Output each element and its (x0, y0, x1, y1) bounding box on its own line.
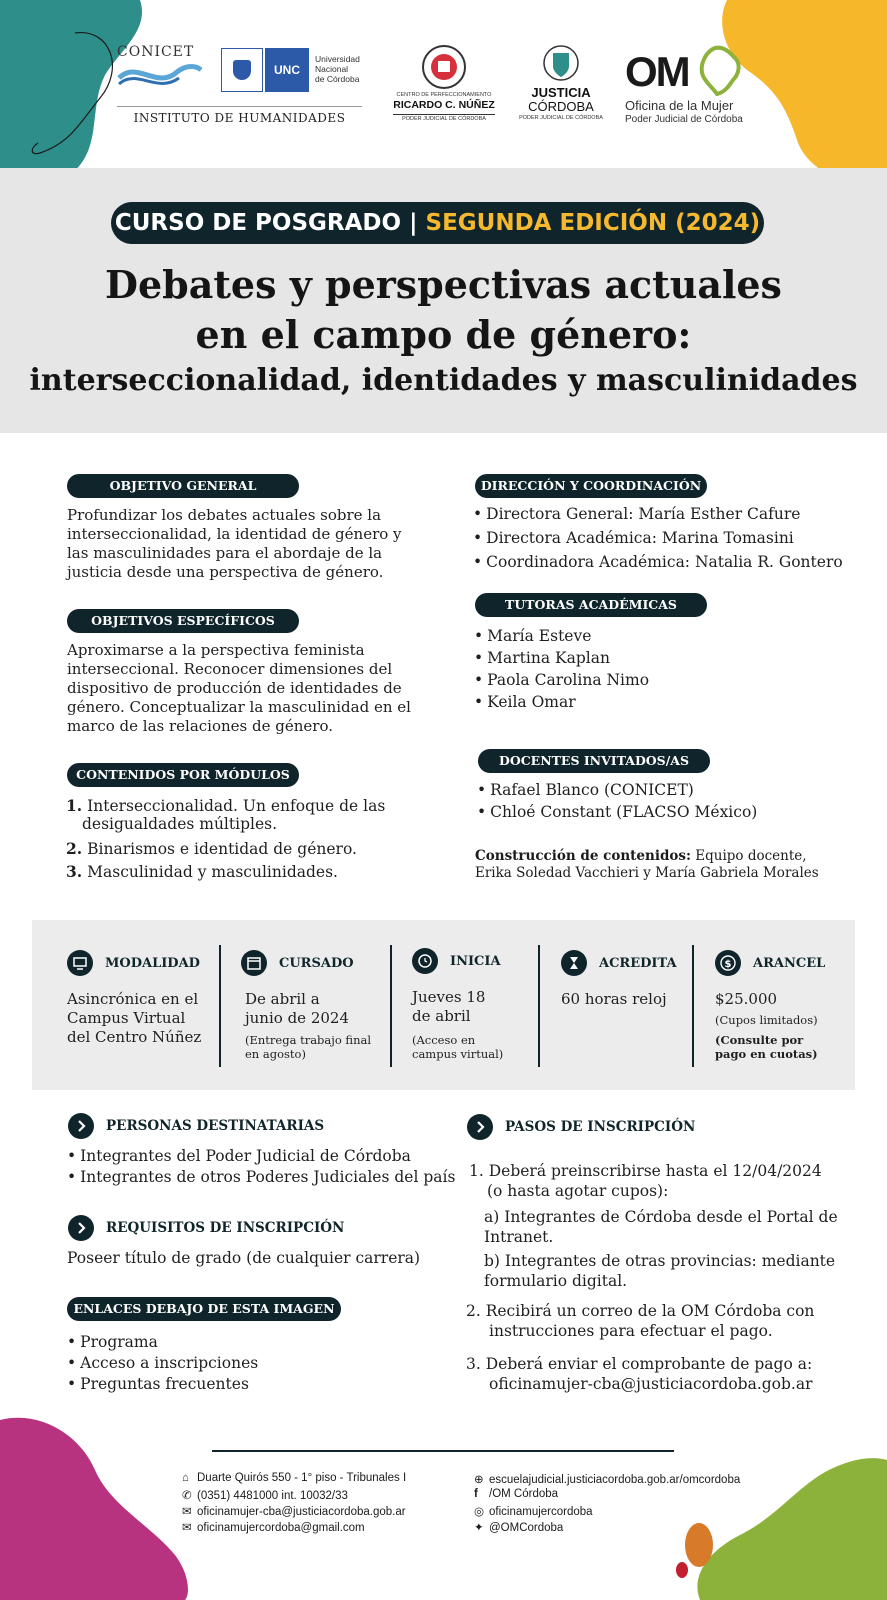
tutoras-heading: TUTORAS ACADÉMICAS (475, 593, 707, 617)
unc-logo (221, 48, 361, 94)
monitor-icon (67, 950, 93, 976)
conicet-logo-text: CONICET (117, 44, 195, 60)
facebook-text: /OM Córdoba (489, 1488, 559, 1500)
om-line2: Poder Judicial de Córdoba (625, 114, 743, 125)
info-line: de abril (412, 1007, 471, 1025)
paso-1-option-a: a) Integrantes de Córdoba desde el Portal de (484, 1208, 838, 1226)
address-text: Duarte Quirós 550 - 1° piso - Tribunales I (197, 1472, 407, 1484)
email-text: oficinamujer-cba@justiciacordoba.gob.ar (197, 1506, 406, 1518)
decorative-line (30, 28, 120, 163)
inicia-note (412, 1033, 532, 1061)
footer-divider (212, 1450, 674, 1452)
module-item (66, 839, 357, 858)
main-title-line1: Debates y perspectivas actuales (105, 262, 782, 307)
module-text: Interseccionalidad. Un enfoque de las (87, 797, 386, 815)
cursado-note (245, 1033, 380, 1061)
globe-icon: ⊕ (474, 1474, 484, 1486)
svg-text:$: $ (724, 959, 732, 970)
conicet-wave-icon (117, 60, 202, 90)
footer-email1[interactable] (182, 1504, 406, 1518)
note-line: (Acceso en (412, 1033, 476, 1047)
footer-web[interactable] (474, 1472, 740, 1486)
requisitos-text: Poseer título de grado (de cualquier carrera) (67, 1249, 421, 1267)
module-text: Binarismos e identidad de género. (87, 840, 357, 858)
acredita-value: 60 horas reloj (561, 990, 667, 1008)
note-line: campus virtual) (412, 1047, 504, 1061)
info-line: Asincrónica en el (67, 990, 199, 1008)
unc-name (315, 54, 360, 84)
inicia-value (412, 988, 532, 1026)
module-item (66, 862, 338, 881)
tutora-item: • Paola Carolina Nimo (474, 671, 649, 689)
module-item-continued: desigualdades múltiples. (82, 815, 278, 833)
chevron-right-icon (68, 1113, 94, 1139)
paso-3: 3. Deberá enviar el comprobante de pago a: (466, 1355, 813, 1373)
justicia-shield-icon (542, 44, 580, 84)
enlaces-heading: ENLACES DEBAJO DE ESTA IMAGEN (67, 1297, 341, 1321)
unc-name-line: Nacional (315, 64, 349, 74)
course-type-label: CURSO DE POSGRADO | (114, 210, 418, 236)
objetivo-general-heading: OBJETIVO GENERAL (67, 474, 299, 498)
link-programa[interactable]: • Programa (67, 1333, 158, 1351)
docentes-heading: DOCENTES INVITADOS/AS (478, 749, 710, 773)
arancel-note: (Cupos limitados) (715, 1013, 818, 1027)
main-title-line2: en el campo de género: (195, 312, 692, 357)
paso-2-continued: instrucciones para efectuar el pago. (489, 1322, 773, 1340)
orange-leaf-shape (674, 1515, 724, 1595)
chevron-right-icon (68, 1215, 94, 1241)
clock-icon (412, 948, 438, 974)
link-inscripciones[interactable]: • Acceso a inscripciones (67, 1354, 258, 1372)
om-map-outline-icon (695, 44, 747, 96)
direccion-item: • Directora General: María Esther Cafure (473, 505, 800, 523)
info-line: De abril a (245, 990, 320, 1008)
paragraph-line: dispositivo de producción de identidades de (67, 679, 402, 697)
info-line: junio de 2024 (245, 1009, 349, 1027)
paso-1-option-b-continued: formulario digital. (484, 1272, 628, 1290)
construccion-contenidos (475, 848, 819, 882)
arancel-note-bold (715, 1033, 845, 1061)
om-line1: Oficina de la Mujer (625, 98, 734, 113)
paragraph-line: Profundizar los debates actuales sobre la (67, 506, 382, 524)
instituto-divider (117, 106, 362, 107)
justicia-sub-label: PODER JUDICIAL DE CÓRDOBA (519, 115, 603, 121)
construccion-text: Equipo docente, (695, 848, 807, 864)
destinataria-item: • Integrantes del Poder Judicial de Córdoba (67, 1147, 411, 1165)
inicia-label: INICIA (450, 954, 501, 969)
paso-1-option-a-continued: Intranet. (484, 1228, 554, 1246)
paragraph-line: las masculinidades para el abordaje de la (67, 544, 383, 562)
instagram-icon: ◎ (474, 1506, 485, 1518)
construccion-text: Erika Soledad Vacchieri y María Gabriela Morales (475, 865, 819, 881)
modalidad-label: MODALIDAD (105, 956, 200, 971)
module-number: 3. (66, 862, 83, 881)
footer-email2[interactable] (182, 1520, 365, 1534)
footer-phone (182, 1488, 348, 1502)
objetivo-general-text (67, 506, 427, 582)
info-line: Jueves 18 (412, 988, 486, 1006)
paso-1-continued: (o hasta agotar cupos): (487, 1182, 669, 1200)
arancel-label: ARANCEL (753, 956, 826, 971)
justicia-cordoba-logo (518, 44, 604, 124)
info-divider (692, 945, 694, 1067)
destinatarias-heading: PERSONAS DESTINATARIAS (106, 1118, 325, 1134)
instagram-text: oficinamujercordoba (489, 1506, 593, 1518)
centro-nunez-logo (389, 44, 499, 124)
acredita-label: ACREDITA (599, 956, 677, 971)
footer-twitter[interactable] (474, 1520, 563, 1534)
info-line: del Centro Núñez (67, 1028, 202, 1046)
unc-crest-icon (233, 60, 251, 80)
note-line: (Consulte por (715, 1033, 804, 1047)
unc-box-label: UNC (265, 48, 309, 92)
twitter-text: @OMCordoba (489, 1522, 564, 1534)
info-line: Campus Virtual (67, 1009, 186, 1027)
note-line: (Entrega trabajo final (245, 1033, 372, 1047)
contenidos-heading: CONTENIDOS POR MÓDULOS (67, 763, 299, 787)
justicia-label: JUSTICIA (531, 85, 591, 100)
edition-label: SEGUNDA EDICIÓN (2024) (425, 210, 761, 236)
construccion-label: Construcción de contenidos: (475, 848, 691, 864)
phone-icon: ✆ (182, 1490, 192, 1502)
web-text: escuelajudicial.justiciacordoba.gob.ar/omcordoba (489, 1474, 741, 1486)
chevron-right-icon (467, 1114, 493, 1140)
pasos-heading: PASOS DE INSCRIPCIÓN (505, 1119, 696, 1135)
arancel-value: $25.000 (715, 990, 778, 1008)
paragraph-line: género. Conceptualizar la masculinidad en el (67, 698, 411, 716)
cursado-label: CURSADO (279, 956, 354, 971)
paragraph-line: interseccional. Reconocer dimensiones del (67, 660, 393, 678)
cordoba-label: CÓRDOBA (528, 99, 594, 114)
tutora-item: • María Esteve (474, 627, 591, 645)
paragraph-line: justicia desde una perspectiva de género. (67, 563, 384, 581)
hourglass-icon (561, 950, 587, 976)
calendar-icon (241, 950, 267, 976)
om-mark: OM (625, 48, 689, 95)
note-line: pago en cuotas) (715, 1047, 818, 1061)
main-subtitle: interseccionalidad, identidades y masculinidades (29, 363, 858, 398)
mail-icon: ✉ (182, 1522, 192, 1534)
centro-nunez-emblem-icon (421, 44, 467, 90)
info-divider (390, 945, 392, 1067)
paso-2: 2. Recibirá un correo de la OM Córdoba con (466, 1302, 815, 1320)
instituto-label: INSTITUTO DE HUMANIDADES (133, 111, 346, 125)
module-item (66, 796, 385, 815)
docente-item: • Chloé Constant (FLACSO México) (477, 803, 757, 821)
centro-small-label: CENTRO DE PERFECCIONAMIENTO (396, 92, 492, 98)
mail-icon: ✉ (182, 1506, 192, 1518)
footer-facebook[interactable] (474, 1488, 558, 1500)
unc-name-line: Universidad (315, 54, 360, 64)
paragraph-line: interseccionalidad, la identidad de género y (67, 525, 402, 543)
note-line: en agosto) (245, 1047, 306, 1061)
email-text: oficinamujercordoba@gmail.com (197, 1522, 365, 1534)
home-icon: ⌂ (182, 1472, 189, 1484)
objetivos-especificos-heading: OBJETIVOS ESPECÍFICOS (67, 609, 299, 633)
phone-text: (0351) 4481000 int. 10032/33 (197, 1490, 348, 1502)
module-number: 2. (66, 839, 83, 858)
conicet-logo (117, 44, 207, 94)
tutora-item: • Martina Kaplan (474, 649, 610, 667)
unc-name-line: de Córdoba (315, 74, 360, 84)
footer-address (182, 1472, 406, 1484)
magenta-corner-blob (0, 1415, 195, 1600)
facebook-icon: f (474, 1488, 478, 1500)
cursado-value (245, 990, 380, 1028)
paso-1-option-b: b) Integrantes de otras provincias: mediante (484, 1252, 836, 1270)
centro-sub-label: PODER JUDICIAL DE CÓRDOBA (402, 116, 486, 122)
footer-instagram[interactable] (474, 1504, 593, 1518)
modalidad-value (67, 990, 212, 1047)
info-divider (538, 945, 540, 1067)
objetivos-especificos-text (67, 641, 427, 736)
twitter-icon: ✦ (474, 1522, 484, 1534)
paso-1: 1. Deberá preinscribirse hasta el 12/04/2024 (469, 1162, 822, 1180)
paragraph-line: Aproximarse a la perspectiva feminista (67, 641, 365, 659)
destinataria-item: • Integrantes de otros Poderes Judiciales del país (67, 1168, 455, 1186)
dollar-icon (715, 950, 741, 976)
tutora-item: • Keila Omar (474, 693, 576, 711)
paragraph-line: marco de las relaciones de género. (67, 717, 333, 735)
centro-name-label: RICARDO C. NÚÑEZ (393, 99, 495, 111)
paso-3-email: oficinamujer-cba@justiciacordoba.gob.ar (489, 1375, 813, 1393)
info-divider (219, 945, 221, 1067)
module-text: Masculinidad y masculinidades. (87, 863, 338, 881)
module-number: 1. (66, 796, 83, 815)
docente-item: • Rafael Blanco (CONICET) (477, 781, 694, 799)
direccion-item: • Directora Académica: Marina Tomasini (473, 529, 794, 547)
om-logo (623, 44, 753, 129)
direccion-heading: DIRECCIÓN Y COORDINACIÓN (475, 474, 707, 498)
requisitos-heading: REQUISITOS DE INSCRIPCIÓN (106, 1220, 345, 1236)
direccion-item: • Coordinadora Académica: Natalia R. Gontero (473, 553, 843, 571)
link-preguntas-frecuentes[interactable]: • Preguntas frecuentes (67, 1375, 249, 1393)
course-edition-pill (111, 202, 764, 244)
